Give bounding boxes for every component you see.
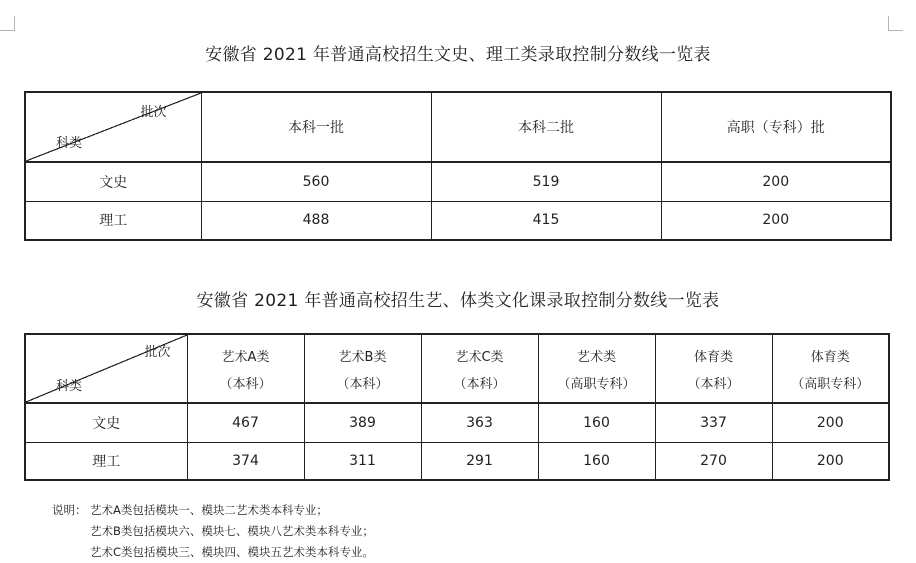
- score-table-art-sports: [24, 333, 890, 481]
- table-row: [25, 403, 889, 442]
- score-cell: 467: [187, 403, 304, 442]
- score-cell: 389: [304, 403, 421, 442]
- score-cell: 519: [431, 162, 661, 201]
- score-cell: 363: [421, 403, 538, 442]
- score-cell: 291: [421, 442, 538, 480]
- table1-header-row: [25, 92, 891, 162]
- note-text: 艺术A类包括模块一、模块二艺术类本科专业；: [90, 503, 328, 517]
- table1-title: 安徽省 2021 年普通高校招生文史、理工类录取控制分数线一览表: [205, 45, 711, 65]
- score-cell: 337: [655, 403, 772, 442]
- table2-corner-cell: [25, 334, 187, 403]
- score-cell: 560: [201, 162, 431, 201]
- note-line: [52, 500, 374, 521]
- score-cell: 160: [538, 442, 655, 480]
- score-cell: 160: [538, 403, 655, 442]
- crop-mark-top-left: [0, 16, 15, 31]
- score-cell: 200: [661, 162, 891, 201]
- column-header: [538, 334, 655, 403]
- table2-header-row: [25, 334, 889, 403]
- table-row: [25, 201, 891, 240]
- table-row: [25, 162, 891, 201]
- column-header: [304, 334, 421, 403]
- corner-batch-label: 批次: [144, 345, 171, 360]
- corner-category-label: 科类: [56, 379, 83, 394]
- corner-category-label: 科类: [56, 136, 83, 151]
- score-cell: 488: [201, 201, 431, 240]
- score-cell: 270: [655, 442, 772, 480]
- row-label: 文史: [25, 403, 187, 442]
- notes: [52, 500, 374, 563]
- table1-corner-cell: [25, 92, 201, 162]
- score-cell: 415: [431, 201, 661, 240]
- column-header: [772, 334, 889, 403]
- score-cell: 200: [772, 403, 889, 442]
- column-header-line2: （本科）: [453, 376, 506, 392]
- column-header-line2: （本科）: [219, 376, 272, 392]
- corner-batch-label: 批次: [140, 105, 167, 120]
- score-cell: 374: [187, 442, 304, 480]
- score-cell: 200: [772, 442, 889, 480]
- column-header-line1: 体育类: [693, 349, 733, 365]
- column-header-line1: 艺术A类: [221, 349, 270, 365]
- notes-label: 说明：: [52, 503, 87, 517]
- column-header-line2: （本科）: [336, 376, 389, 392]
- column-header-line1: 艺术类: [576, 349, 616, 365]
- column-header-line2: （高职专科）: [557, 376, 636, 392]
- column-header-line1: 体育类: [810, 349, 850, 365]
- column-header-line1: 艺术C类: [455, 349, 504, 365]
- crop-mark-top-right: [888, 16, 903, 31]
- column-header: 本科一批: [201, 92, 431, 162]
- note-line: 艺术B类包括模块六、模块七、模块八艺术类本科专业；: [90, 524, 374, 538]
- column-header-line2: （高职专科）: [791, 376, 870, 392]
- column-header: 高职（专科）批: [661, 92, 891, 162]
- table-row: [25, 442, 889, 480]
- column-header: 本科二批: [431, 92, 661, 162]
- score-cell: 200: [661, 201, 891, 240]
- table2-title: 安徽省 2021 年普通高校招生艺、体类文化课录取控制分数线一览表: [196, 291, 720, 311]
- row-label: 理工: [25, 442, 187, 480]
- score-cell: 311: [304, 442, 421, 480]
- note-line: 艺术C类包括模块三、模块四、模块五艺术类本科专业。: [90, 545, 375, 559]
- column-header-line1: 艺术B类: [338, 349, 387, 365]
- score-table-wenshi-ligong: [24, 91, 892, 241]
- row-label: 理工: [25, 201, 201, 240]
- row-label: 文史: [25, 162, 201, 201]
- column-header: [187, 334, 304, 403]
- column-header: [421, 334, 538, 403]
- column-header-line2: （本科）: [687, 376, 740, 392]
- column-header: [655, 334, 772, 403]
